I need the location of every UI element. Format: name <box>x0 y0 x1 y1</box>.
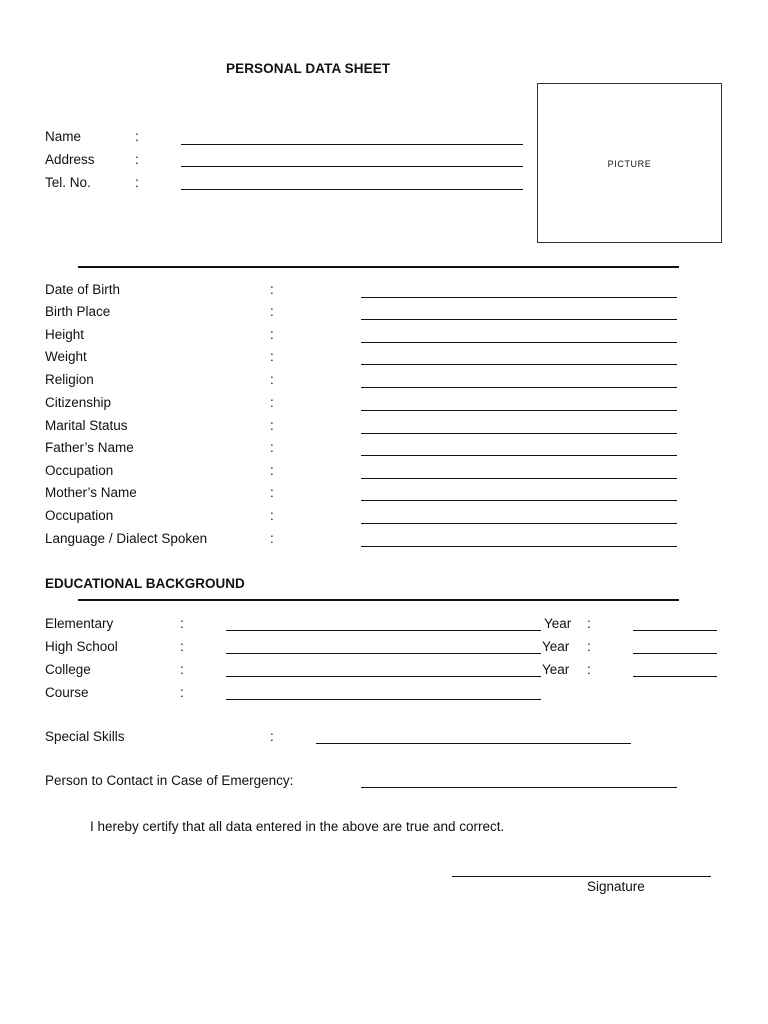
high-school-field[interactable] <box>226 653 541 654</box>
college-field[interactable] <box>226 676 541 677</box>
college-label: College <box>45 662 91 677</box>
field-colon: : <box>270 327 274 342</box>
elementary-label: Elementary <box>45 616 114 631</box>
fathers-name-field[interactable] <box>361 455 677 456</box>
fathers-name-label: Father’s Name <box>45 440 134 455</box>
elementary-year-label: Year <box>544 616 572 631</box>
field-colon: : <box>270 349 274 364</box>
field-colon: : <box>270 508 274 523</box>
college-year-label: Year <box>542 662 570 677</box>
field-colon: : <box>270 440 274 455</box>
educational-background-heading: EDUCATIONAL BACKGROUND <box>45 576 245 591</box>
field-colon: : <box>180 662 184 677</box>
high-school-year-field[interactable] <box>633 653 717 654</box>
birth-place-field[interactable] <box>361 319 677 320</box>
tel-no-field[interactable] <box>181 189 523 190</box>
language-dialect-label: Language / Dialect Spoken <box>45 531 208 546</box>
mothers-name-label: Mother’s Name <box>45 485 137 500</box>
high-school-year-label: Year <box>542 639 570 654</box>
citizenship-label: Citizenship <box>45 395 112 410</box>
field-colon: : <box>587 639 591 654</box>
name-colon: : <box>135 129 139 144</box>
field-colon: : <box>270 485 274 500</box>
field-colon: : <box>270 282 274 297</box>
field-colon: : <box>180 639 184 654</box>
education-divider <box>78 599 679 601</box>
course-field[interactable] <box>226 699 541 700</box>
signature-field[interactable] <box>452 876 711 877</box>
field-colon: : <box>180 685 184 700</box>
address-field[interactable] <box>181 166 523 167</box>
signature-label: Signature <box>587 879 645 894</box>
field-colon: : <box>587 662 591 677</box>
religion-field[interactable] <box>361 387 677 388</box>
marital-status-field[interactable] <box>361 433 677 434</box>
height-field[interactable] <box>361 342 677 343</box>
name-label: Name <box>45 129 82 144</box>
citizenship-field[interactable] <box>361 410 677 411</box>
date-of-birth-field[interactable] <box>361 297 677 298</box>
certification-statement: I hereby certify that all data entered in the above are true and correct. <box>90 819 505 834</box>
birth-place-label: Birth Place <box>45 304 111 319</box>
height-label: Height <box>45 327 85 342</box>
religion-label: Religion <box>45 372 94 387</box>
mother-occupation-field[interactable] <box>361 523 677 524</box>
field-colon: : <box>270 463 274 478</box>
emergency-contact-field[interactable] <box>361 787 677 788</box>
page-title: PERSONAL DATA SHEET <box>226 61 391 76</box>
name-field[interactable] <box>181 144 523 145</box>
special-skills-field[interactable] <box>316 743 631 744</box>
mother-occupation-label: Occupation <box>45 508 114 523</box>
elementary-field[interactable] <box>226 630 541 631</box>
weight-label: Weight <box>45 349 87 364</box>
field-colon: : <box>587 616 591 631</box>
picture-label: PICTURE <box>607 159 652 169</box>
mothers-name-field[interactable] <box>361 500 677 501</box>
field-colon: : <box>270 418 274 433</box>
emergency-contact-label: Person to Contact in Case of Emergency: <box>45 773 294 788</box>
college-year-field[interactable] <box>633 676 717 677</box>
marital-status-label: Marital Status <box>45 418 128 433</box>
date-of-birth-label: Date of Birth <box>45 282 121 297</box>
field-colon: : <box>270 531 274 546</box>
language-dialect-field[interactable] <box>361 546 677 547</box>
address-colon: : <box>135 152 139 167</box>
field-colon: : <box>270 304 274 319</box>
weight-field[interactable] <box>361 364 677 365</box>
picture-box[interactable] <box>537 83 722 243</box>
field-colon: : <box>270 729 274 744</box>
father-occupation-field[interactable] <box>361 478 677 479</box>
tel-no-colon: : <box>135 175 139 190</box>
elementary-year-field[interactable] <box>633 630 717 631</box>
special-skills-label: Special Skills <box>45 729 125 744</box>
field-colon: : <box>180 616 184 631</box>
field-colon: : <box>270 372 274 387</box>
address-label: Address <box>45 152 95 167</box>
course-label: Course <box>45 685 89 700</box>
tel-no-label: Tel. No. <box>45 175 91 190</box>
father-occupation-label: Occupation <box>45 463 114 478</box>
field-colon: : <box>270 395 274 410</box>
section-divider <box>78 266 679 268</box>
high-school-label: High School <box>45 639 118 654</box>
